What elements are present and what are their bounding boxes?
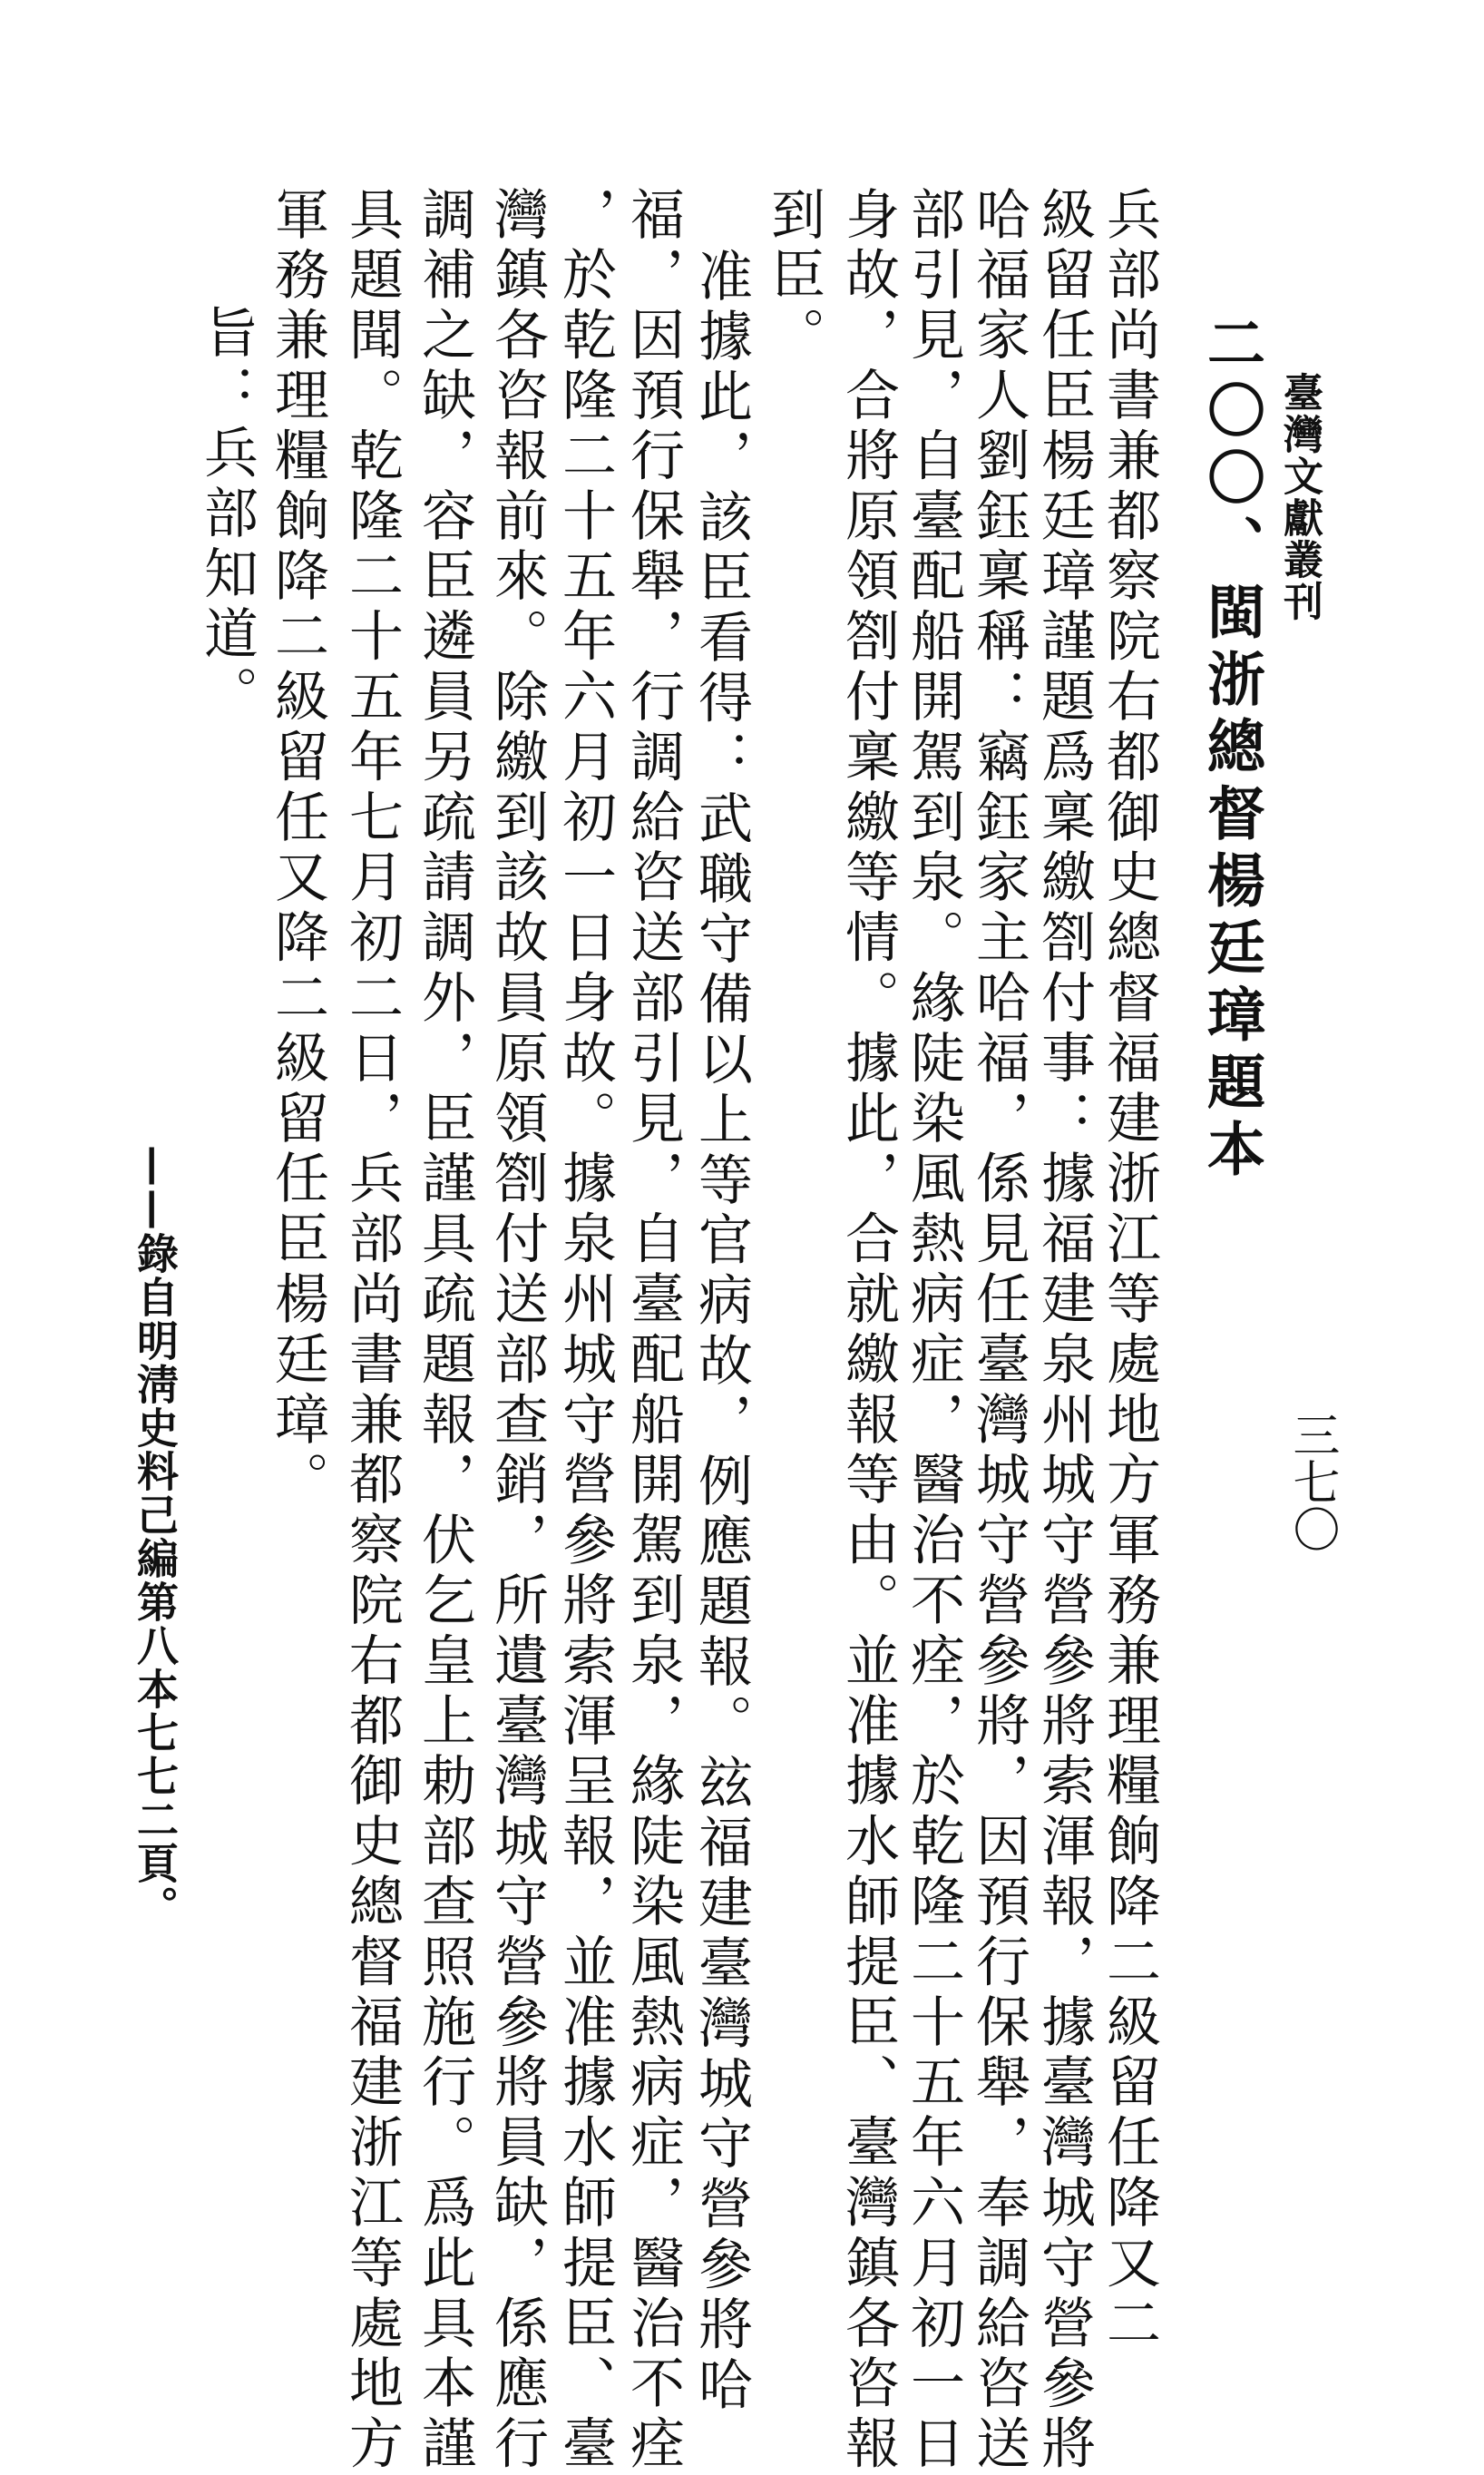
body-line-4: 部引見，自臺配船開駕到泉。緣陡染風熱病症，醫治不痊，於乾隆二十五年六月初一日	[902, 186, 965, 2475]
series-title: 臺灣文獻叢刊	[1276, 372, 1323, 622]
body-line-9: ，於乾隆二十五年六月初一日身故。據泉州城守營參將索渾呈報，並准據水師提臣、臺	[553, 186, 617, 2475]
body-line-6: 到臣。	[762, 186, 825, 367]
body-line-1: 兵部尚書兼都察院右都御史總督福建浙江等處地方軍務兼理糧餉降二級留任降又二	[1098, 186, 1161, 2355]
page-number: 三七〇	[1284, 1411, 1339, 1552]
body-line-5: 身故，合將原領劄付稟繳等情。據此，合就繳報等由。並准據水師提臣、臺灣鎮各咨報	[836, 186, 900, 2475]
body-line-8: 福，因預行保舉，行調給咨送部引見，自臺配船開駕到泉，緣陡染風熱病症，醫治不痊	[621, 186, 685, 2475]
body-line-13: 軍務兼理糧餉降二級留任又降二級留任臣楊廷璋。	[266, 186, 329, 1511]
body-line-3: 哈福家人劉鈺稟稱：竊鈺家主哈福，係見任臺灣城守營參將，因預行保舉，奉調給咨送	[967, 186, 1030, 2475]
source-note: ——錄自明淸史料己編第八本七七二頁。	[131, 1145, 180, 1929]
body-line-2: 級留任臣楊廷璋謹題爲稟繳劄付事：據福建泉州城守營參將索渾報，據臺灣城守營參將	[1032, 186, 1096, 2475]
body-line-7: 准據此，該臣看得：武職守備以上等官病故，例應題報。玆福建臺灣城守營參將哈	[689, 248, 753, 2417]
body-line-11: 調補之缺，容臣遴員另疏請調外，臣謹具疏題報，伏乞皇上勅部查照施行。爲此具本謹	[413, 186, 476, 2475]
body-line-12: 具題聞。乾隆二十五年七月初二日，兵部尚書兼都察院右都御史總督福建浙江等處地方	[340, 186, 404, 2475]
section-title: 二〇〇、閩浙總督楊廷璋題本	[1197, 313, 1265, 1186]
body-line-10: 灣鎮各咨報前來。除繳到該故員原領劄付送部查銷，所遺臺灣城守營參將員缺，係應行	[485, 186, 549, 2475]
edict-line: 旨：兵部知道。	[195, 304, 259, 726]
